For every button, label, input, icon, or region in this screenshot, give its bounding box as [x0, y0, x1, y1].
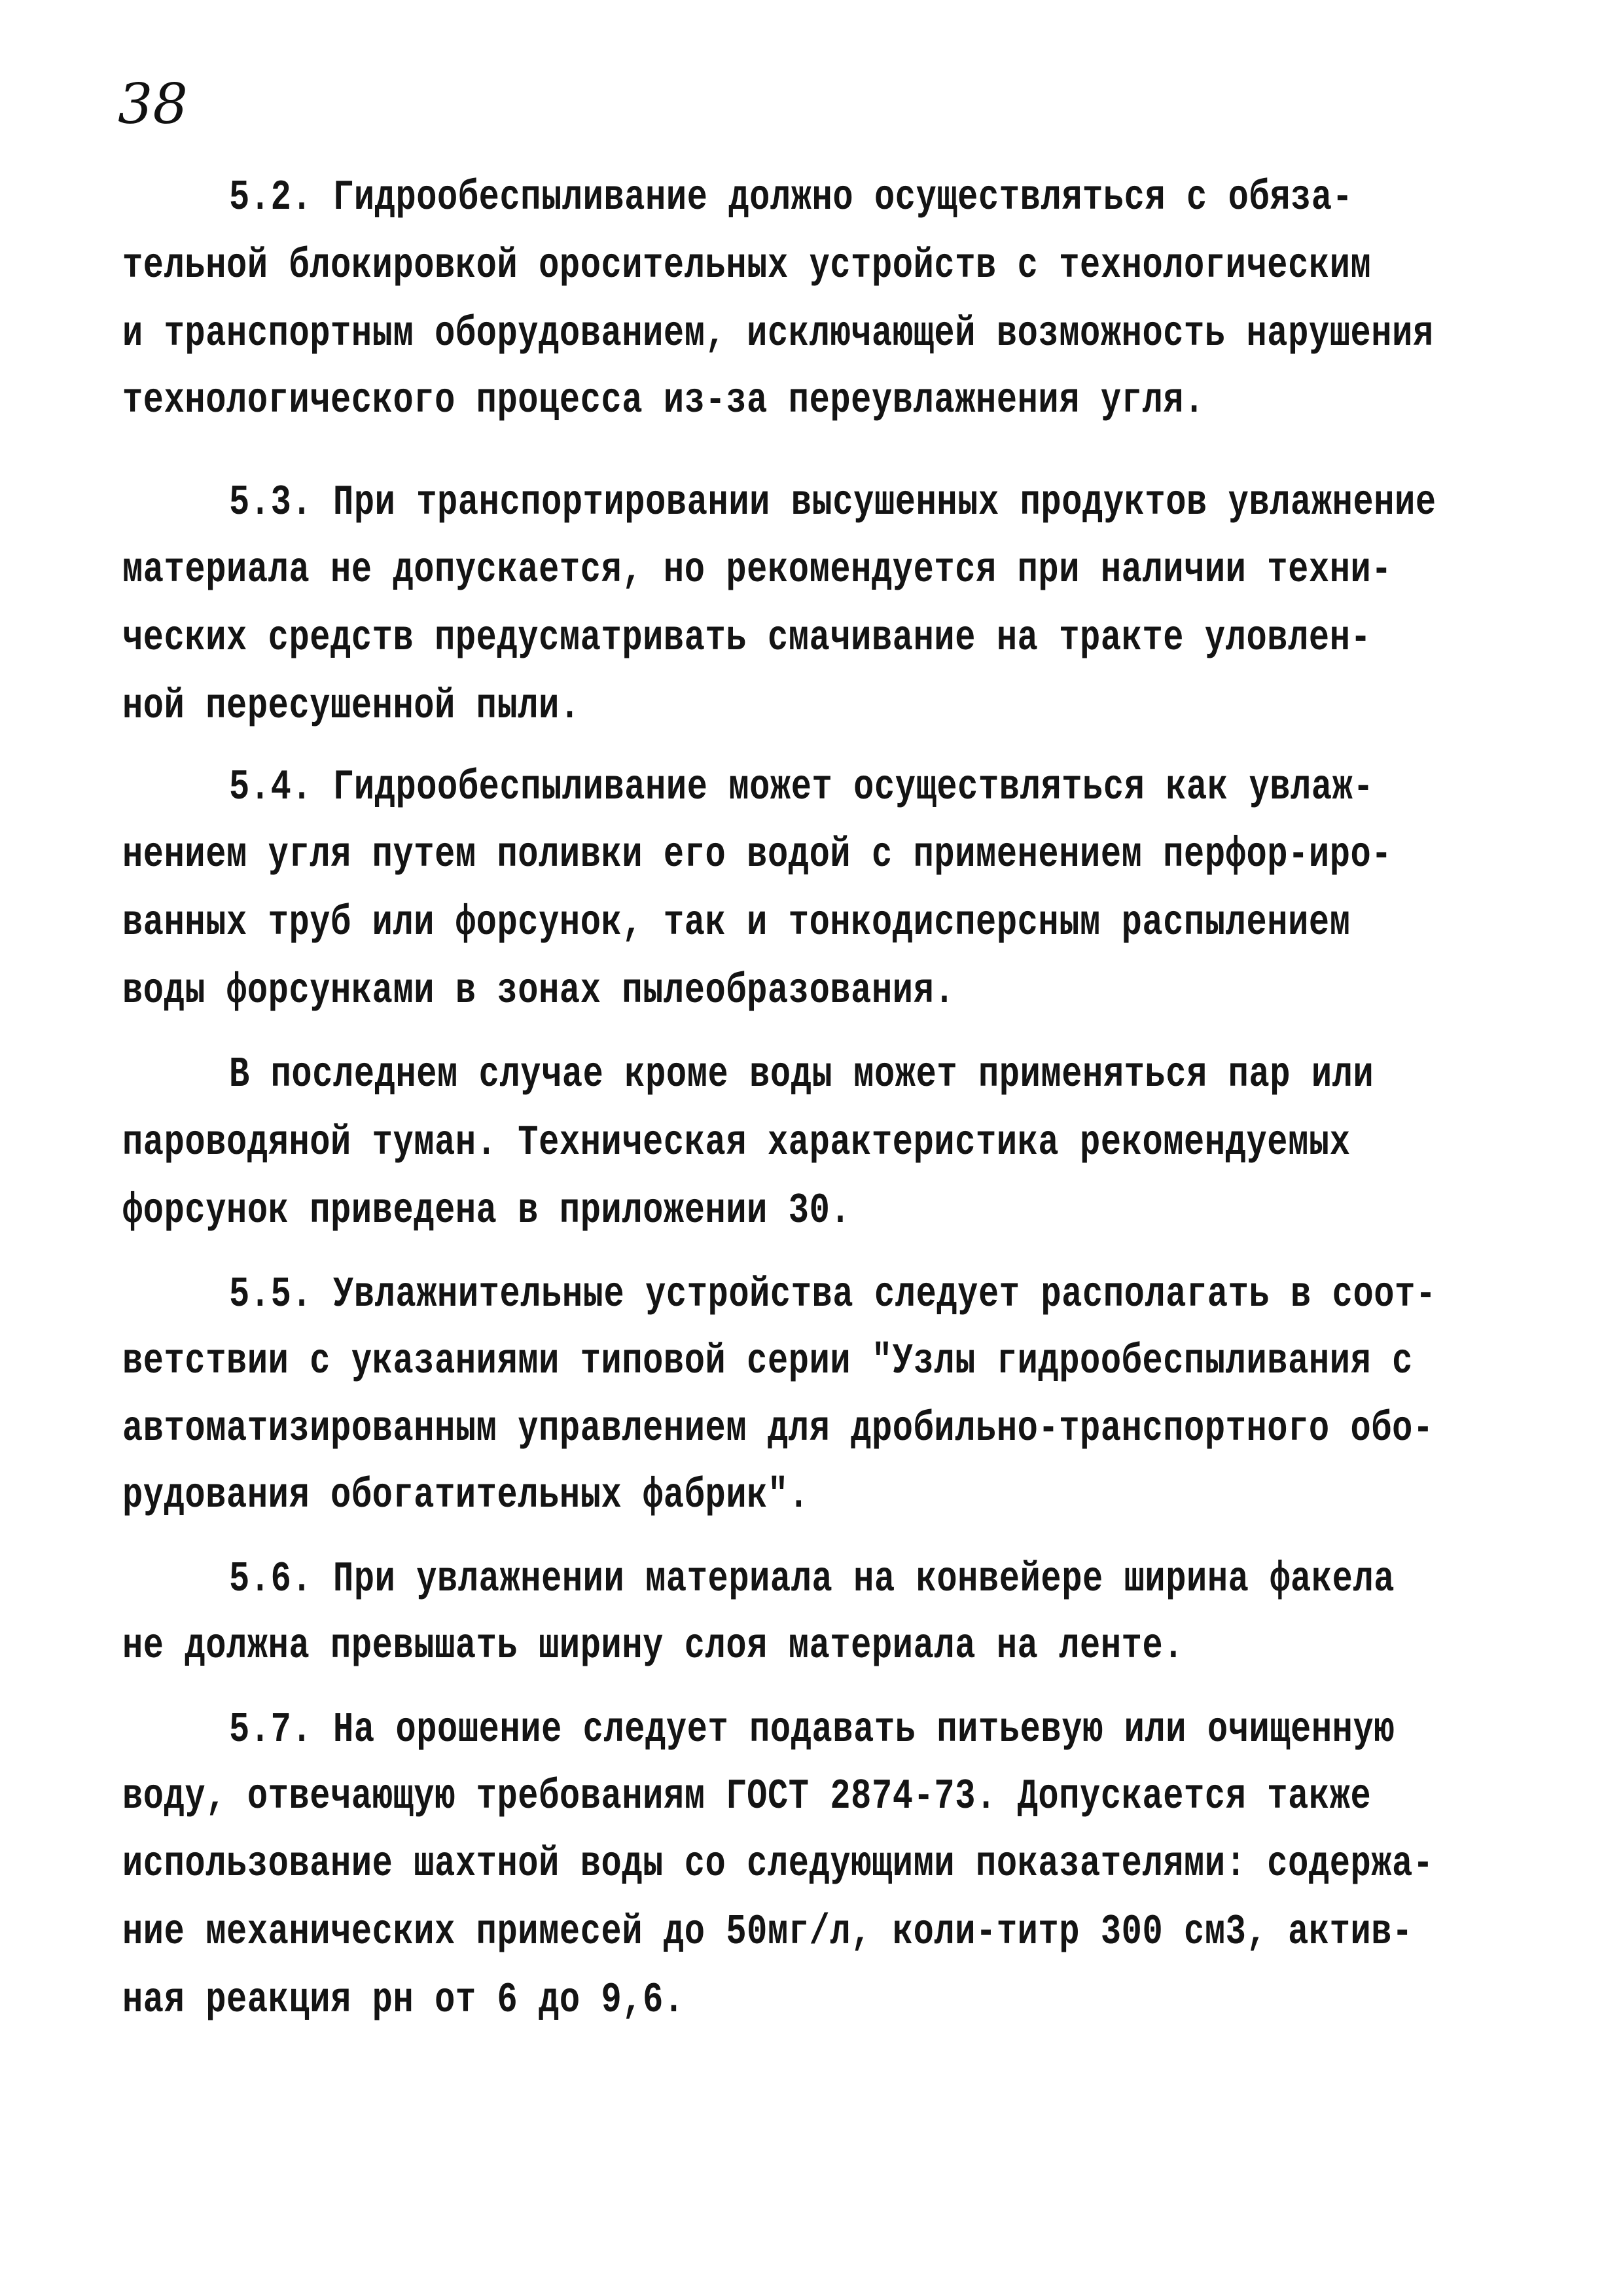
text-line: 5.2. Гидрообеспыливание должно осуществляться с обяза-	[229, 173, 1353, 222]
text-line: технологического процесса из-за переувлажнения угля.	[122, 376, 1205, 425]
text-line: 5.7. На орошение следует подавать питьевую или очищенную	[229, 1706, 1395, 1754]
text-line: и транспортным оборудованием, исключающей возможность нарушения	[122, 310, 1434, 358]
text-line: ной пересушенной пыли.	[122, 682, 580, 730]
text-line: использование шахтной воды со следующими показателями: содержа-	[122, 1840, 1434, 1888]
text-line: ческих средств предусматривать смачивание на тракте уловлен-	[122, 614, 1372, 662]
text-line: воды форсунками в зонах пылеобразования.	[122, 967, 955, 1015]
text-line: пароводяной туман. Техническая характеристика рекомендуемых	[122, 1119, 1351, 1167]
text-line: ная реакция рн от 6 до 9,6.	[122, 1976, 685, 2024]
text-line: 5.6. При увлажнении материала на конвейере ширина факела	[229, 1555, 1395, 1604]
text-line: нением угля путем поливки его водой с применением перфор-иро-	[122, 831, 1393, 879]
text-line: не должна превышать ширину слоя материала на ленте.	[122, 1622, 1185, 1670]
text-line: форсунок приведена в приложении 30.	[122, 1187, 851, 1235]
text-line: автоматизированным управлением для дробильно-транспортного обо-	[122, 1405, 1434, 1453]
text-line: материала не допускается, но рекомендуется при наличии техни-	[122, 546, 1393, 594]
text-line: воду, отвечающую требованиям ГОСТ 2874-73. Допускается также	[122, 1772, 1372, 1821]
text-line: 5.4. Гидрообеспыливание может осуществляться как увлаж-	[229, 763, 1374, 812]
text-line: рудования обогатительных фабрик".	[122, 1471, 810, 1520]
page-number: 38	[118, 72, 188, 136]
text-line: 5.5. Увлажнительные устройства следует располагать в соот-	[229, 1270, 1436, 1319]
text-line: тельной блокировкой оросительных устройств с технологическим	[122, 242, 1372, 290]
text-line: ние механических примесей до 50мг/л, коли-титр 300 см3, актив-	[122, 1908, 1413, 1956]
text-line: ванных труб или форсунок, так и тонкодисперсным распылением	[122, 899, 1351, 947]
text-line: В последнем случае кроме воды может применяться пар или	[229, 1050, 1374, 1099]
text-line: ветствии с указаниями типовой серии "Узлы гидрообеспыливания с	[122, 1337, 1413, 1386]
text-line: 5.3. При транспортировании высушенных продуктов увлажнение	[229, 478, 1436, 527]
